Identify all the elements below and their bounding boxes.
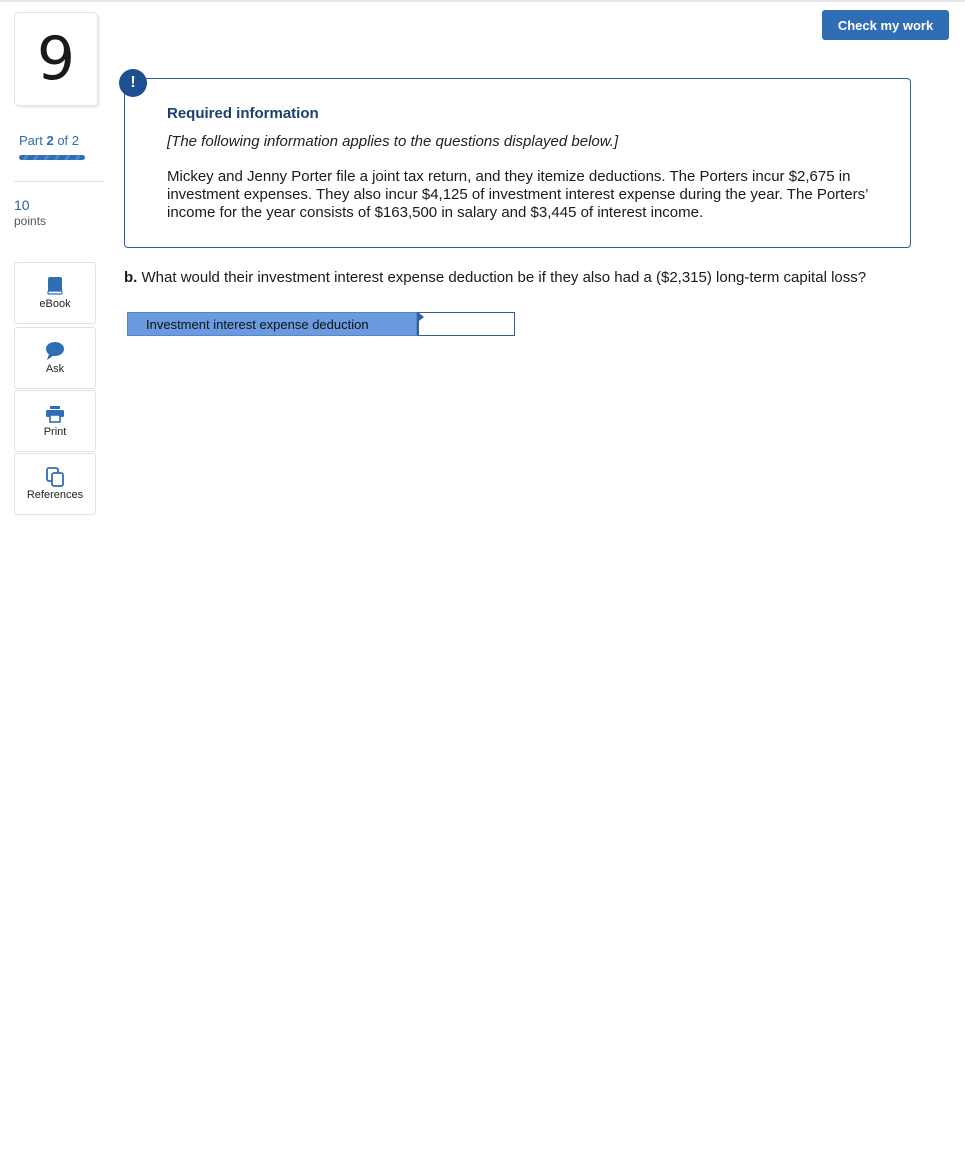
- answer-label: Investment interest expense deduction: [127, 312, 417, 336]
- info-body: Mickey and Jenny Porter file a joint tax return, and they itemize deductions. The Porters incur $2,675 in investment expenses. They also incur $4,125 of investment interest expense during the year. The Porters’ income for the year consists of $163,500 in salary and $3,445 of interest income.: [167, 168, 868, 221]
- question-prompt: [124, 269, 866, 286]
- ebook-label: eBook: [39, 298, 71, 310]
- print-label: Print: [43, 426, 67, 438]
- answer-cell: [417, 312, 515, 336]
- top-divider: [0, 0, 965, 2]
- references-button[interactable]: [14, 453, 96, 515]
- part-total: of 2: [57, 133, 80, 148]
- cell-marker-icon: [419, 313, 424, 321]
- check-my-work-button[interactable]: Check my work: [822, 10, 949, 40]
- print-button[interactable]: [14, 390, 96, 452]
- points-label: points: [14, 214, 47, 228]
- sidebar-divider: [14, 181, 104, 182]
- printer-icon: [45, 404, 65, 424]
- ask-button[interactable]: [14, 327, 96, 389]
- answer-input[interactable]: [417, 312, 515, 336]
- alert-icon: !: [119, 69, 147, 97]
- speech-bubble-icon: [45, 341, 65, 361]
- answer-row: [127, 312, 515, 336]
- info-note: [The following information applies to the questions displayed below.]: [167, 133, 619, 150]
- required-information-box: [124, 78, 911, 248]
- ask-label: Ask: [45, 363, 65, 375]
- question-text: What would their investment interest expense deduction be if they also had a ($2,315) long-term capital loss?: [137, 269, 867, 286]
- info-title: Required information: [167, 105, 319, 122]
- book-icon: [45, 276, 65, 296]
- copy-icon: [45, 467, 65, 487]
- part-indicator: [19, 133, 79, 148]
- points-value: 10: [14, 197, 30, 213]
- question-number: 9: [36, 24, 76, 94]
- ebook-button[interactable]: [14, 262, 96, 324]
- part-current: 2: [46, 133, 54, 148]
- question-number-card: [14, 12, 98, 106]
- part-progress-bar: [19, 155, 85, 160]
- part-word: Part: [19, 133, 43, 148]
- references-label: References: [26, 489, 84, 501]
- question-part-prefix: b.: [124, 269, 138, 286]
